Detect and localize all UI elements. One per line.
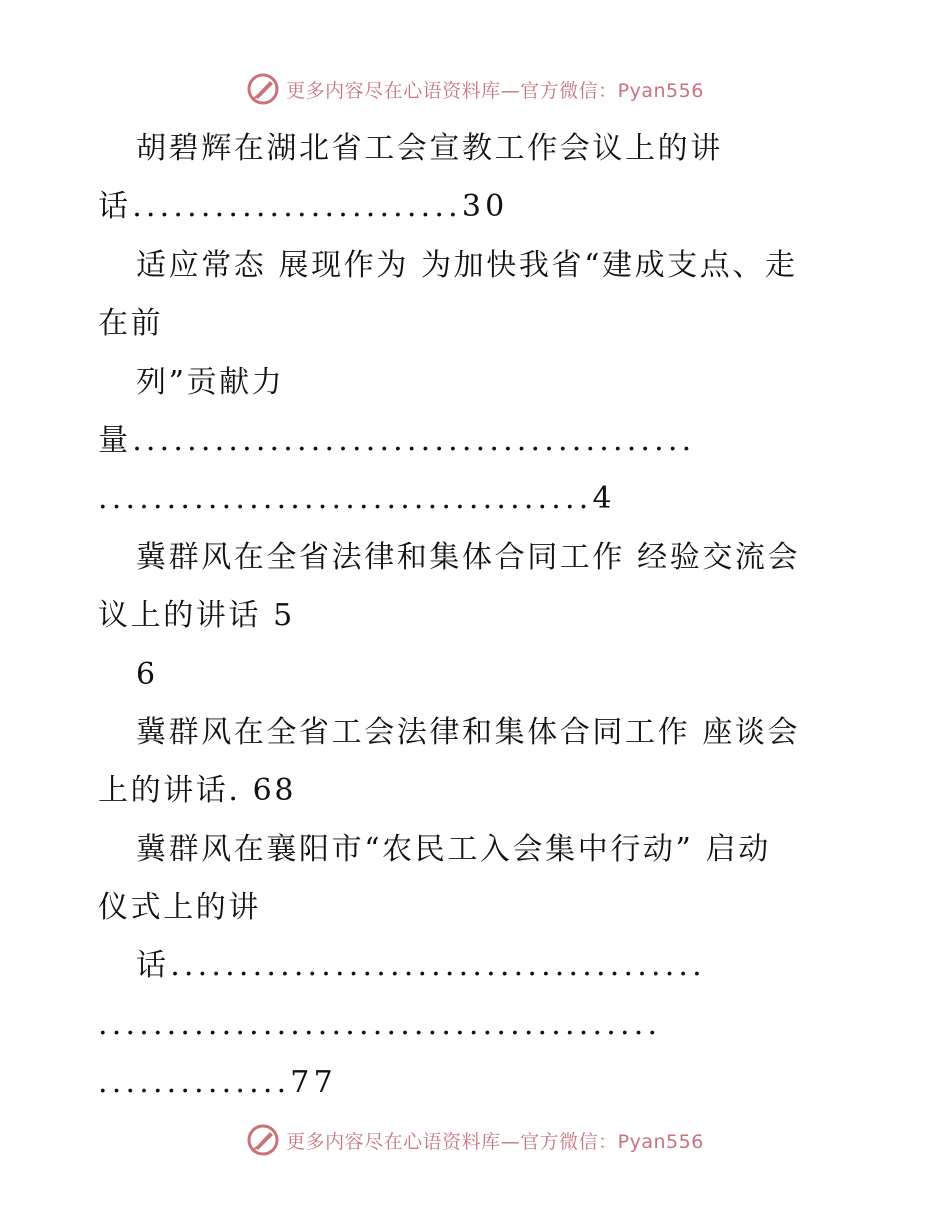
watermark-header [0, 69, 950, 109]
watermark-text: 更多内容尽在心语资料库—官方微信：Pyan556 [286, 79, 704, 102]
toc-line: ....................................4 [98, 481, 616, 517]
toc-line: 适应常态 展现作为 为加快我省“建成支点、走 [136, 247, 798, 283]
toc-line: 列”贡献力 [136, 364, 285, 400]
toc-line: ......................................... [98, 1006, 662, 1042]
toc-line: 冀群风在全省法律和集体合同工作 经验交流会 [136, 539, 801, 575]
toc-line: 话........................30 [98, 189, 509, 225]
toc-line: 议上的讲话 5 [98, 598, 295, 634]
toc-content [98, 120, 858, 1113]
feather-pen-icon [246, 72, 280, 106]
toc-line: 冀群风在全省工会法律和集体合同工作 座谈会 [136, 714, 801, 750]
toc-line: 量......................................... [98, 422, 696, 458]
toc-line: 上的讲话. 68 [98, 773, 297, 809]
toc-line: 在前 [98, 306, 164, 342]
toc-line: ..............77 [98, 1065, 337, 1101]
toc-line: 胡碧辉在湖北省工会宣教工作会议上的讲 [136, 131, 723, 166]
feather-pen-icon [246, 1123, 280, 1157]
toc-line: 仪式上的讲 [98, 890, 261, 926]
toc-line: 6 [136, 656, 158, 692]
toc-line: 话....................................... [136, 948, 706, 984]
watermark-footer [0, 1120, 950, 1160]
toc-line: 冀群风在襄阳市“农民工入会集中行动” 启动 [136, 831, 771, 867]
watermark-text: 更多内容尽在心语资料库—官方微信：Pyan556 [286, 1130, 704, 1153]
